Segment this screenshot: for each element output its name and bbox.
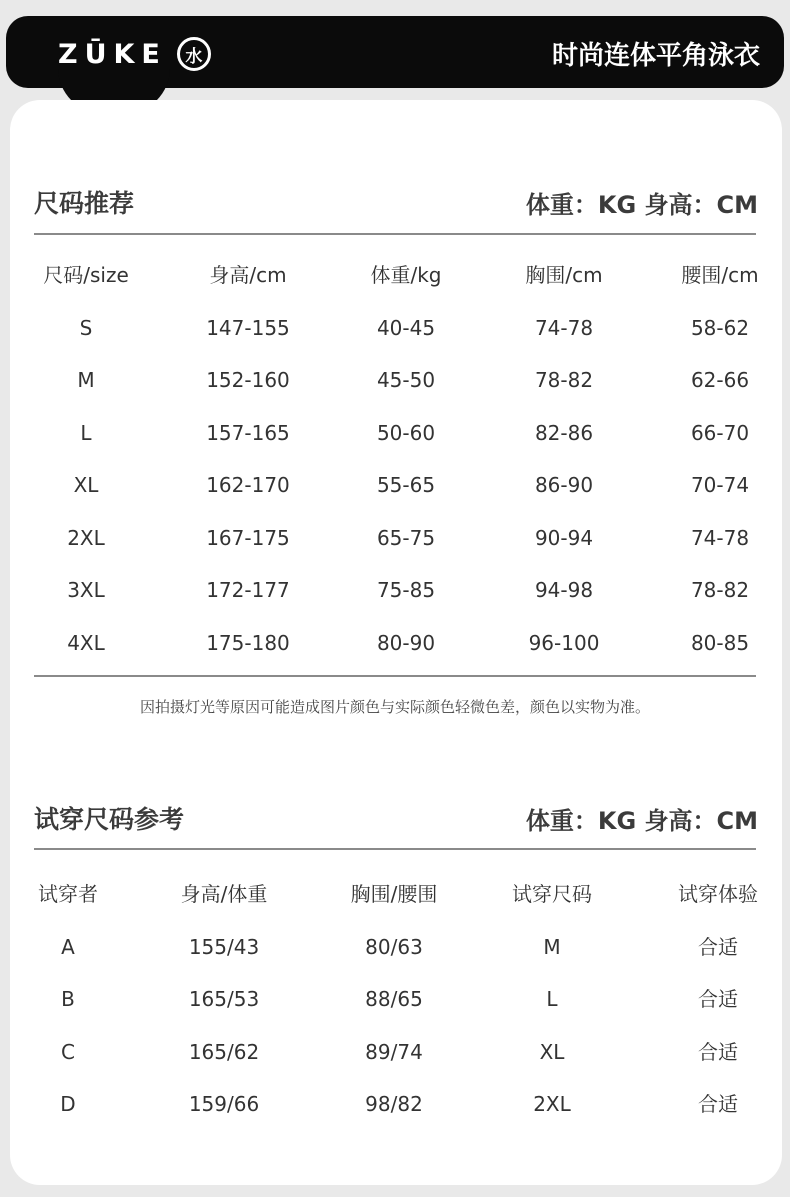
table-cell: 合适 <box>698 934 738 959</box>
table-cell: 89/74 <box>365 1039 423 1064</box>
table-row <box>0 564 790 616</box>
table-cell: 98/82 <box>365 1092 423 1116</box>
table-cell: 66-70 <box>690 420 750 445</box>
table-cell: 40-45 <box>376 315 436 340</box>
table-cell: 152-160 <box>206 368 290 392</box>
table-cell: 94-98 <box>534 578 594 602</box>
table-cell: 86-90 <box>534 473 594 497</box>
fit-chart-header <box>34 800 758 836</box>
table-cell: 80-90 <box>376 630 436 655</box>
table-cell: C <box>61 1039 75 1064</box>
table-cell: 96-100 <box>528 630 600 655</box>
color-disclaimer: 因拍摄灯光等原因可能造成图片颜色与实际颜色轻微色差，颜色以实物为准。 <box>139 698 650 716</box>
table-row <box>0 407 790 459</box>
table-cell: M <box>543 934 561 959</box>
fit-chart-units: 体重：KG 身高：CM <box>525 806 758 835</box>
table-row <box>0 1078 790 1130</box>
table-cell: 62-66 <box>690 368 750 392</box>
table-row <box>0 459 790 511</box>
table-cell: 147-155 <box>206 315 290 340</box>
table-header-row <box>0 868 790 920</box>
table-cell: 80/63 <box>365 934 423 959</box>
table-row <box>0 973 790 1025</box>
table-cell: 70-74 <box>690 473 750 497</box>
column-header: 体重/kg <box>370 263 442 287</box>
table-cell: 55-65 <box>376 473 436 497</box>
table-row <box>0 1026 790 1078</box>
table-cell: 90-94 <box>534 525 594 550</box>
table-cell: 88/65 <box>365 987 423 1011</box>
size-chart-units: 体重：KG 身高：CM <box>525 190 758 219</box>
table-cell: 82-86 <box>534 420 594 445</box>
table-cell: 74-78 <box>534 315 594 340</box>
column-header: 试穿者 <box>38 882 98 906</box>
table-cell: 80-85 <box>690 630 750 655</box>
table-cell: 175-180 <box>206 630 290 655</box>
column-header: 腰围/cm <box>681 263 759 287</box>
table-cell: L <box>546 987 558 1011</box>
table-cell: 3XL <box>67 578 105 602</box>
table-cell: 2XL <box>533 1092 571 1116</box>
product-title: 时尚连体平角泳衣 <box>551 41 760 71</box>
table-cell: L <box>80 420 92 445</box>
table-cell: 合适 <box>698 1092 738 1116</box>
table-cell: 58-62 <box>690 315 750 340</box>
column-header: 胸围/腰围 <box>350 882 438 906</box>
table-cell: 50-60 <box>376 420 436 445</box>
size-chart-header <box>34 184 758 220</box>
table-cell: XL <box>539 1039 565 1064</box>
size-chart-bottom-divider <box>34 675 756 677</box>
logo-text: ZŪKE <box>58 38 167 70</box>
table-cell: 合适 <box>698 1039 738 1064</box>
table-cell: B <box>61 987 75 1011</box>
table-cell: 157-165 <box>206 420 290 445</box>
table-cell: 78-82 <box>690 578 750 602</box>
table-cell: 2XL <box>67 525 105 550</box>
table-cell: 4XL <box>67 630 105 655</box>
column-header: 试穿尺码 <box>512 882 592 906</box>
column-header: 尺码/size <box>43 263 129 287</box>
fit-chart-divider <box>34 848 756 850</box>
table-cell: M <box>77 368 95 392</box>
table-cell: XL <box>73 473 99 497</box>
table-cell: D <box>60 1092 76 1116</box>
table-cell: 65-75 <box>376 525 436 550</box>
table-row <box>0 512 790 564</box>
table-cell: 75-85 <box>376 578 436 602</box>
table-row <box>0 921 790 973</box>
table-cell: 合适 <box>698 987 738 1011</box>
table-cell: S <box>79 315 93 340</box>
column-header: 身高/cm <box>209 263 287 287</box>
table-cell: 159/66 <box>188 1092 260 1116</box>
table-cell: 172-177 <box>206 578 290 602</box>
table-cell: 162-170 <box>206 473 290 497</box>
table-row <box>0 354 790 406</box>
table-cell: 167-175 <box>206 525 290 550</box>
table-cell: 45-50 <box>376 368 436 392</box>
table-cell: A <box>61 934 75 959</box>
table-cell: 74-78 <box>690 525 750 550</box>
logo-mark-icon: 水 <box>177 37 211 71</box>
column-header: 胸围/cm <box>525 263 603 287</box>
table-row <box>0 617 790 669</box>
size-chart-title: 尺码推荐 <box>34 189 135 218</box>
brand-logo <box>58 34 211 74</box>
table-cell: 165/53 <box>188 987 260 1011</box>
table-cell: 78-82 <box>534 368 594 392</box>
fit-chart-title: 试穿尺码参考 <box>34 805 185 834</box>
table-row <box>0 302 790 354</box>
column-header: 身高/体重 <box>180 882 268 906</box>
size-chart-top-divider <box>34 233 756 235</box>
column-header: 试穿体验 <box>678 882 758 906</box>
table-cell: 155/43 <box>188 934 260 959</box>
table-header-row <box>0 249 790 301</box>
table-cell: 165/62 <box>188 1039 260 1064</box>
